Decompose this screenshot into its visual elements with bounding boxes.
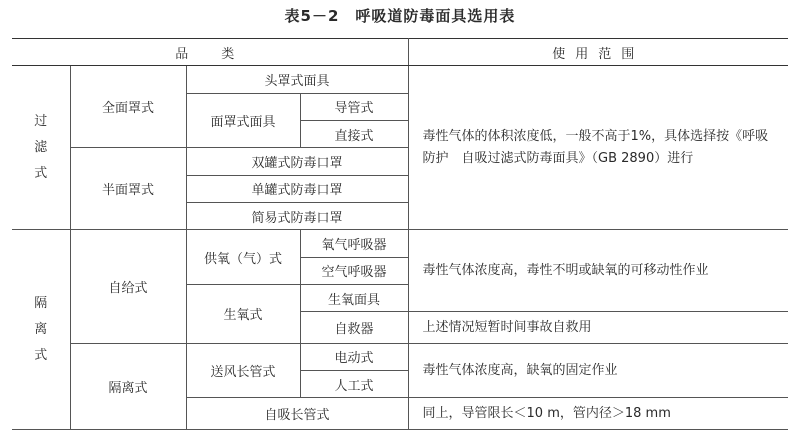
item-oxygen-supply: 供氧（气）式 <box>186 230 300 285</box>
item-electric: 电动式 <box>300 343 408 370</box>
item-oxygen-breather: 氧气呼吸器 <box>300 230 408 257</box>
item-direct-type: 直接式 <box>300 120 408 147</box>
table-title: 表5－2 呼吸道防毒面具选用表 <box>284 7 516 25</box>
item-self-rescuer: 自救器 <box>300 312 408 343</box>
item-hood-mask: 头罩式面具 <box>186 66 408 93</box>
table-header-row <box>12 39 788 66</box>
table-row <box>12 230 788 257</box>
item-manual: 人工式 <box>300 371 408 398</box>
usage-self-supply: 毒性气体浓度高，毒性不明或缺氧的可移动性作业 <box>408 230 788 312</box>
item-double-can: 双罐式防毒口罩 <box>186 148 408 175</box>
item-air-hose: 送风长管式 <box>186 343 300 398</box>
item-simple-mask: 简易式防毒口罩 <box>186 202 408 229</box>
group-filter: 过 滤 式 <box>12 66 70 230</box>
table-row <box>12 343 788 370</box>
respirator-selection-table <box>12 38 788 430</box>
group-isolate: 隔 离 式 <box>12 230 70 430</box>
sub-half-mask: 半面罩式 <box>70 148 186 230</box>
header-category: 品 类 <box>12 39 408 66</box>
sub-self-supply: 自给式 <box>70 230 186 343</box>
item-single-can: 单罐式防毒口罩 <box>186 175 408 202</box>
usage-self-suction: 同上，导管限长＜10 m，管内径＞18 mm <box>408 398 788 430</box>
sub-isolation: 隔离式 <box>70 343 186 429</box>
header-usage: 使用范围 <box>408 39 788 66</box>
usage-air-hose: 毒性气体浓度高，缺氧的固定作业 <box>408 343 788 398</box>
item-air-breather: 空气呼吸器 <box>300 257 408 284</box>
item-face-mask: 面罩式面具 <box>186 93 300 148</box>
item-hose-type: 导管式 <box>300 93 408 120</box>
sub-full-mask: 全面罩式 <box>70 66 186 148</box>
item-oxygen-gen: 生氧式 <box>186 284 300 343</box>
item-oxygen-mask: 生氧面具 <box>300 284 408 311</box>
usage-self-rescuer: 上述情况短暂时间事故自救用 <box>408 312 788 343</box>
item-self-suction: 自吸长管式 <box>186 398 408 430</box>
usage-filter: 毒性气体的体积浓度低，一般不高于1%，具体选择按《呼吸防护 自吸过滤式防毒面具》（GB 2890）进行 <box>408 66 788 230</box>
table-row <box>12 66 788 93</box>
